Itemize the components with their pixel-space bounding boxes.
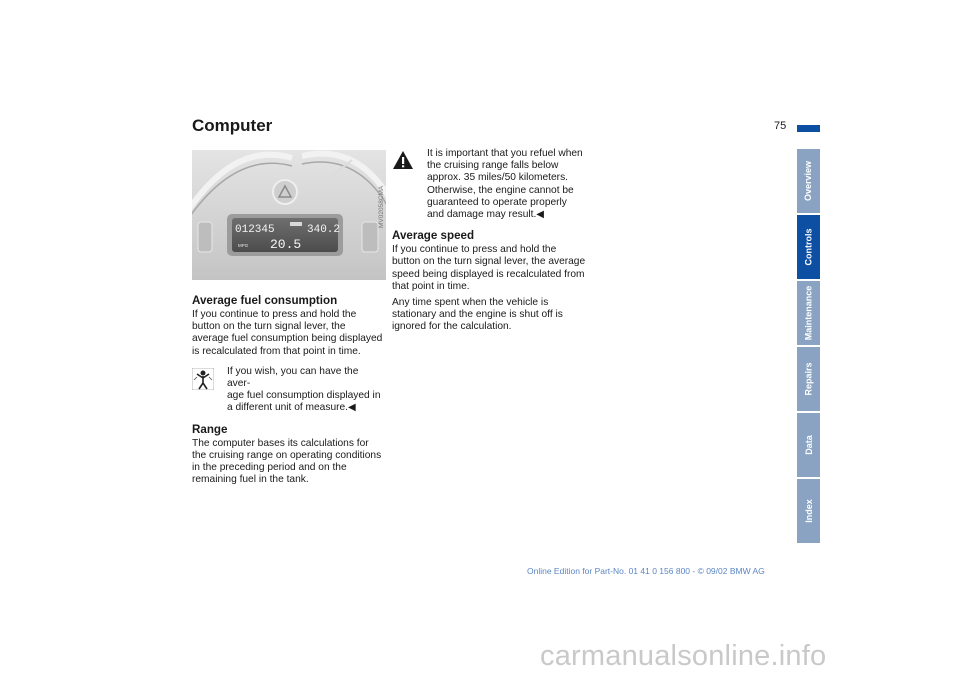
left-column: [192, 294, 384, 490]
sidebar-tab-label: Controls: [803, 228, 814, 266]
warning-note: [392, 148, 586, 221]
section-heading-range: Range: [192, 422, 228, 436]
sidebar-tab-data[interactable]: [797, 413, 820, 477]
section-heading-average-speed: Average speed: [392, 229, 475, 243]
sidebar-tab-maintenance[interactable]: [797, 281, 820, 345]
sidebar-tab-label: Repairs: [803, 362, 814, 396]
image-credit: MV02058CMA: [378, 185, 385, 228]
sidebar-tab-label: Maintenance: [803, 285, 814, 341]
sidebar-tab-label: Index: [803, 499, 814, 523]
page-title: Computer: [192, 116, 273, 135]
watermark: carmanualsonline.info: [540, 640, 827, 672]
instrument-cluster-image: [192, 150, 386, 280]
section-heading-average-fuel-consumption: Average fuel consumption: [192, 294, 338, 307]
tip-person-icon: [192, 368, 214, 394]
right-column: [392, 148, 586, 338]
section-body-stationary: Any time spent when the vehicle is stationary and the engine is shut off is ignored for the calculation.: [392, 297, 563, 333]
sidebar-tab-overview[interactable]: [797, 149, 820, 213]
section-body-average-fuel-consumption: If you continue to press and hold the button on the turn signal lever, the average fuel consumption being displayed is recalculated from that point in time.: [192, 309, 383, 357]
tip-note: [192, 366, 384, 415]
instrument-cluster-illustration: [192, 150, 386, 280]
warning-text-line-1: It is important that you refuel when: [427, 148, 583, 159]
section-body-range: The computer bases its calculations for the cruising range on operating conditions in the preceding period and on the remaining fuel in the tank.: [192, 437, 382, 486]
page-marker: [797, 125, 820, 132]
svg-text:20.5: 20.5: [270, 237, 302, 252]
sidebar-tab-controls[interactable]: [797, 215, 820, 279]
edition-footer: Online Edition for Part-No. 01 41 0 156 800 - © 09/02 BMW AG: [527, 566, 765, 576]
svg-text:340.2: 340.2: [307, 224, 341, 236]
warning-triangle-icon: [392, 150, 414, 174]
tip-text-line-1: If you wish, you can have the aver-: [227, 365, 359, 390]
sidebar-tab-label: Overview: [803, 160, 814, 202]
warning-text-rest: the cruising range falls below approx. 35 miles/50 kilometers. Otherwise, the engine cannot be guaranteed to operate properly and damage may result.◀: [427, 160, 574, 221]
sidebar-tab-repairs[interactable]: [797, 347, 820, 411]
sidebar-tab-index[interactable]: [797, 479, 820, 543]
page-number: 75: [774, 120, 787, 132]
section-body-average-speed: If you continue to press and hold the button on the turn signal lever, the average speed being displayed is recalculated from that point in time.: [392, 244, 586, 292]
sidebar-tab-label: Data: [803, 435, 814, 455]
tip-text-rest: age fuel consumption displayed in a different unit of measure.◀: [227, 390, 381, 414]
svg-text:012345: 012345: [235, 224, 275, 236]
svg-text:MPG: MPG: [238, 243, 249, 248]
sidebar-tabs: [797, 149, 820, 544]
